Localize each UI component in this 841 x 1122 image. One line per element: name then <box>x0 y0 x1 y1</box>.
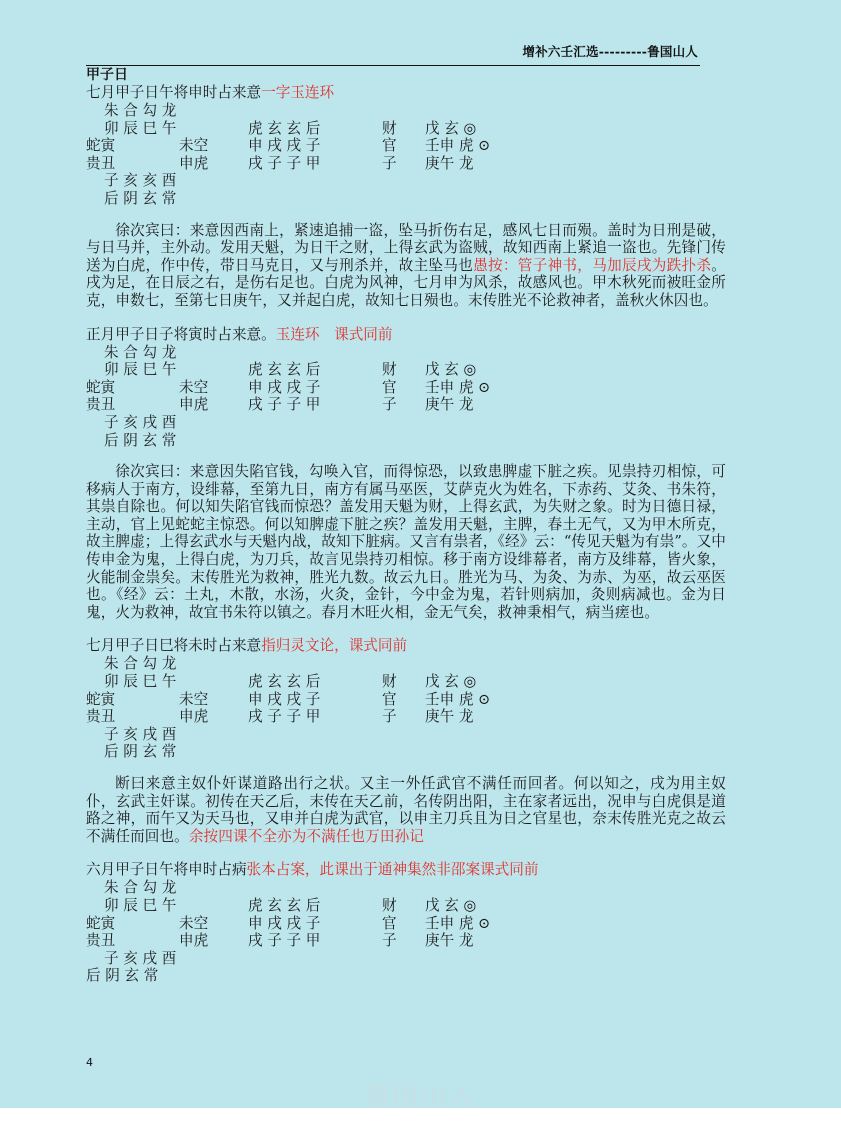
case-4-heading-note: 张本占案，此课出于通神集然非邵案课式同前 <box>246 861 539 879</box>
chart-row-5: 子 亥 亥 酉 <box>104 172 177 190</box>
chart-row-4-right: 庚午 龙 <box>425 708 474 726</box>
case-2-chart <box>86 344 726 450</box>
page-number: 4 <box>86 1056 93 1069</box>
chart-row-2-label: 财 <box>382 361 397 379</box>
page-content <box>86 66 726 985</box>
commentary-note: 余按四课不全亦为不满任也万田孙记 <box>188 827 424 845</box>
case-3-heading <box>86 637 726 655</box>
chart-row-2-label: 财 <box>382 896 397 914</box>
chart-row-3-right: 壬申 虎 ⊙ <box>425 914 491 932</box>
commentary-text: 断曰来意主奴仆奸谋道路出行之状。又主一外任武官不满任而回者。何以知之，戌为用主奴仆，玄武主奸谋。初传在天乙后，末传在天乙前，名传阴出阳，主在家者远出，况申与白虎俱是道路之神，而午又为天马也，又申并白虎为武官，以申主刀兵且为日之官星也，奈末传胜光克之故云不满任而回也。 <box>86 775 726 845</box>
chart-row-3: 蛇寅 <box>86 137 116 155</box>
chart-row-2-mid: 虎 玄 玄 后 <box>248 361 321 379</box>
chart-row-2: 卯 辰 巳 午 <box>104 673 177 691</box>
chart-row-4-b: 申虎 <box>179 396 209 414</box>
case-2-heading-text: 正月甲子日子将寅时占来意。 <box>86 325 276 343</box>
chart-row-3-label: 官 <box>382 914 397 932</box>
chart-row-3-mid: 申 戌 戌 子 <box>248 137 321 155</box>
chart-row-1: 朱 合 勾 龙 <box>104 655 177 673</box>
case-1-chart <box>86 102 726 208</box>
chart-row-4-mid: 戌 子 子 甲 <box>248 708 321 726</box>
chart-row-4-right: 庚午 龙 <box>425 396 474 414</box>
chart-row-3: 蛇寅 <box>86 378 116 396</box>
chart-row-6: 后 阴 玄 常 <box>86 967 159 985</box>
chart-row-2-right: 戊 玄 ◎ <box>425 673 477 691</box>
watermark: 鲁国山人 <box>364 1082 477 1112</box>
case-2-commentary: 徐次宾曰：来意因失陷官钱，勾唤入官，而得惊恐，以致患脾虚下脏之疾。见祟持刃相惊，可移病人于南方，设绯幕，至第九日，南方有属马巫医，艾萨克火为姓名，下赤药、艾灸、书朱符，其祟自除也。何以知失陷官钱而惊恐？盖发用天魁为财，上得玄武，为失财之象。时为日德日禄，主动，官上见蛇蛇主惊恐。何以知脾虚下脏之疾？盖发用天魁，主脾，春土无气，又为甲木所克，故主脾虚；上得玄武水与天魁内战，故知下脏病。又言有祟者，《经》云：“传见天魁为有祟”。又中传申金为鬼，上得白虎，为刀兵，故言见祟持刃相惊。移于南方设绯幕者，南方及绯幕，皆火象，火能制金祟矣。末传胜光为救神，胜光九数。故云九日。胜光为马、为灸、为赤、为巫，故云巫医也。《经》云：土丸，木散，水汤，火灸，金针，今中金为鬼，若针则病加，灸则病减也。金为日鬼，火为救神，故宜书朱符以镇之。春月木旺火相，金无气矣，救神秉相气，病当瘥也。 <box>86 463 726 621</box>
chart-row-4-right: 庚午 龙 <box>425 932 474 950</box>
case-1-heading-note: 一字玉连环 <box>261 84 335 101</box>
chart-row-3-right: 壬申 虎 ⊙ <box>425 378 491 396</box>
chart-row-2-right: 戊 玄 ◎ <box>425 119 477 137</box>
case-1-heading <box>86 84 726 102</box>
running-header: 增补六壬汇选---------鲁国山人 <box>522 44 698 59</box>
chart-row-4: 贵丑 <box>86 154 116 172</box>
chart-row-2: 卯 辰 巳 午 <box>104 896 177 914</box>
chart-row-3: 蛇寅 <box>86 690 116 708</box>
chart-row-3-b: 未空 <box>179 137 209 155</box>
case-2-heading <box>86 326 726 344</box>
chart-row-6: 后 阴 玄 常 <box>104 431 177 449</box>
chart-row-2-mid: 虎 玄 玄 后 <box>248 896 321 914</box>
chart-row-4: 贵丑 <box>86 708 116 726</box>
chart-row-4-label: 子 <box>382 708 397 726</box>
chart-row-1: 朱 合 勾 龙 <box>104 879 177 897</box>
chart-row-2: 卯 辰 巳 午 <box>104 119 177 137</box>
chart-row-3-right: 壬申 虎 ⊙ <box>425 137 491 155</box>
chart-row-3-mid: 申 戌 戌 子 <box>248 378 321 396</box>
case-3-heading-text: 七月甲子日巳将未时占来意 <box>86 637 262 655</box>
chart-row-5: 子 亥 戌 酉 <box>104 949 177 967</box>
chart-row-3: 蛇寅 <box>86 914 116 932</box>
chart-row-3-mid: 申 戌 戌 子 <box>248 690 321 708</box>
chart-row-4: 贵丑 <box>86 396 116 414</box>
chart-row-6: 后 阴 玄 常 <box>104 189 177 207</box>
chart-row-3-b: 未空 <box>179 378 209 396</box>
chart-row-3-label: 官 <box>382 137 397 155</box>
chart-row-3-right: 壬申 虎 ⊙ <box>425 690 491 708</box>
commentary-note: 愚按：管子神书，马加辰戌为跌扑杀 <box>473 256 712 274</box>
chart-row-3-mid: 申 戌 戌 子 <box>248 914 321 932</box>
chart-row-4: 贵丑 <box>86 932 116 950</box>
chart-row-2-label: 财 <box>382 119 397 137</box>
chart-row-2-label: 财 <box>382 673 397 691</box>
chart-row-4-label: 子 <box>382 396 397 414</box>
chart-row-4-right: 庚午 龙 <box>425 154 474 172</box>
chart-row-3-b: 未空 <box>179 690 209 708</box>
chart-row-4-b: 申虎 <box>179 932 209 950</box>
chart-row-2-mid: 虎 玄 玄 后 <box>248 673 321 691</box>
chart-row-4-mid: 戌 子 子 甲 <box>248 932 321 950</box>
chart-row-3-label: 官 <box>382 378 397 396</box>
chart-row-6: 后 阴 玄 常 <box>104 743 177 761</box>
case-4-heading-text: 六月甲子日午将申时占病 <box>86 861 247 879</box>
chart-row-4-b: 申虎 <box>179 708 209 726</box>
case-4-chart <box>86 879 726 985</box>
chart-row-4-mid: 戌 子 子 甲 <box>248 154 321 172</box>
chart-row-5: 子 亥 戌 酉 <box>104 413 177 431</box>
chart-row-1: 朱 合 勾 龙 <box>104 343 177 361</box>
case-3-commentary <box>86 775 726 845</box>
commentary-text-cont: 。戌为足，在日辰之右，是伤右足也。白虎为风神，七月申为风杀，故感风也。甲木秋死而被旺金所克，申数七，至第七日庚午，又并起白虎，故知七日殒也。末传胜光不论救神者，盖秋火休囚也。 <box>86 256 726 309</box>
case-2-heading-note: 玉连环 课式同前 <box>275 325 393 343</box>
chart-row-5: 子 亥 戌 酉 <box>104 725 177 743</box>
chart-row-4-label: 子 <box>382 154 397 172</box>
chart-row-3-label: 官 <box>382 690 397 708</box>
chart-row-4-label: 子 <box>382 932 397 950</box>
chart-row-1: 朱 合 勾 龙 <box>104 102 177 119</box>
chart-row-4-mid: 戌 子 子 甲 <box>248 396 321 414</box>
case-1-commentary <box>86 222 726 310</box>
chart-row-3-b: 未空 <box>179 914 209 932</box>
chart-row-2-right: 戊 玄 ◎ <box>425 361 477 379</box>
chart-row-2: 卯 辰 巳 午 <box>104 361 177 379</box>
case-1-heading-text: 七月甲子日午将申时占来意 <box>86 84 262 101</box>
chart-row-2-mid: 虎 玄 玄 后 <box>248 119 321 137</box>
case-3-chart <box>86 655 726 761</box>
chart-row-2-right: 戊 玄 ◎ <box>425 896 477 914</box>
case-3-heading-note: 指归灵文论，课式同前 <box>261 637 408 655</box>
day-title: 甲子日 <box>86 67 128 83</box>
commentary-text: 徐次宾曰：来意因西南上，紧速追捕一盗，坠马折伤右足，感风七日而殒。盖时为日刑是破，与日马并，主外动。发用天魁，为日干之财，上得玄武为盗贼，故知西南上紧追一盗也。先锋门传送为白虎，作中传，带日马克日，又与刑杀并，故主坠马也 <box>86 221 726 274</box>
case-4-heading <box>86 861 726 879</box>
chart-row-4-b: 申虎 <box>179 154 209 172</box>
